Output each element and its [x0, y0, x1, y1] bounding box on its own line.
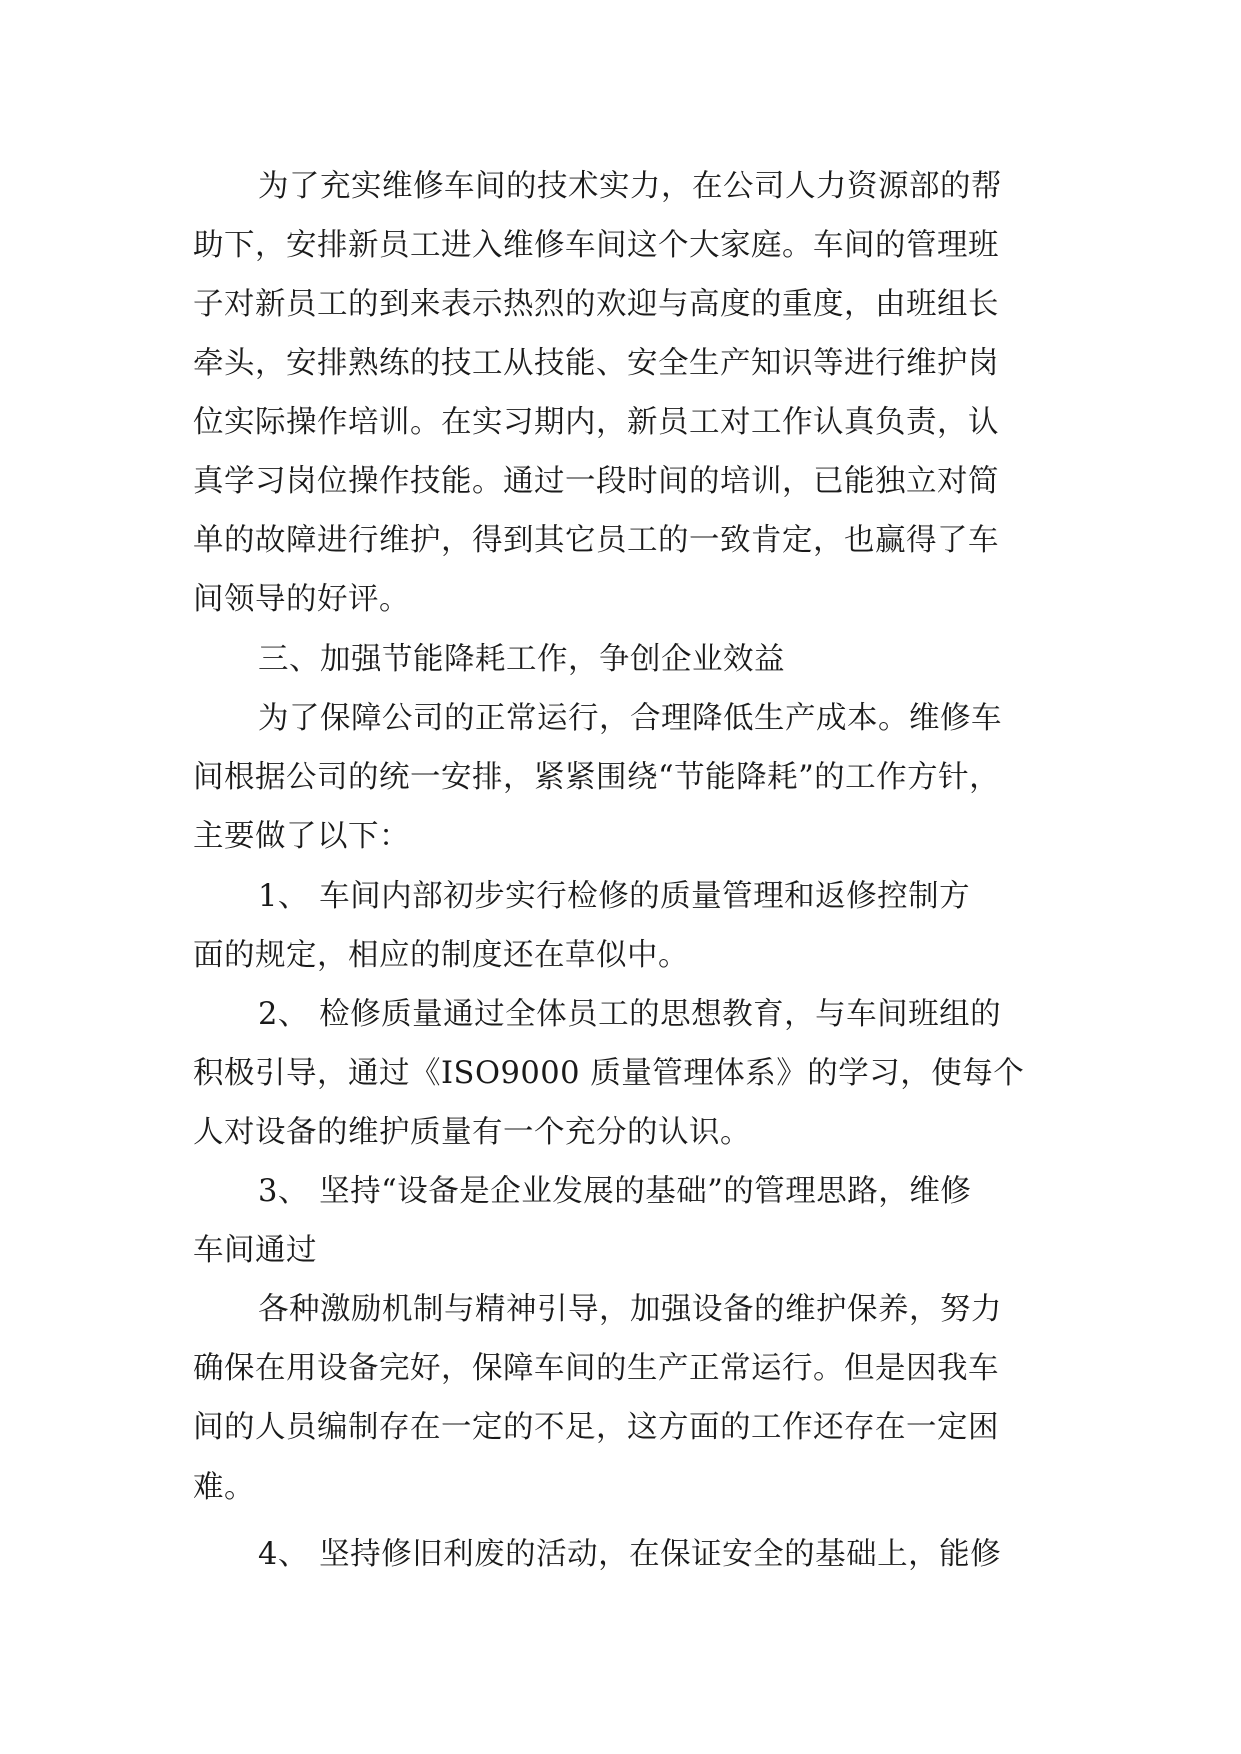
- paragraph-line: 真学习岗位操作技能。通过一段时间的培训，已能独立对简: [193, 464, 999, 499]
- section-heading: 三、加强节能降耗工作，争创企业效益: [258, 642, 785, 677]
- paragraph-line: 难。: [193, 1470, 255, 1505]
- list-item-line: 面的规定，相应的制度还在草似中。: [193, 938, 689, 973]
- paragraph-line: 各种激励机制与精神引导，加强设备的维护保养，努力: [258, 1292, 1002, 1327]
- paragraph-line: 间根据公司的统一安排，紧紧围绕“节能降耗”的工作方针，: [193, 760, 1001, 795]
- list-item-line: 车间通过: [193, 1233, 317, 1268]
- list-item-line: 积极引导，通过《ISO9000 质量管理体系》的学习，使每个: [193, 1056, 1025, 1091]
- list-item-line: 4、 坚持修旧利废的活动，在保证安全的基础上，能修: [258, 1537, 1002, 1572]
- paragraph-line: 间领导的好评。: [193, 582, 410, 617]
- paragraph-line: 为了保障公司的正常运行，合理降低生产成本。维修车: [258, 701, 1002, 736]
- paragraph-line: 助下，安排新员工进入维修车间这个大家庭。车间的管理班: [193, 228, 999, 263]
- paragraph-line: 确保在用设备完好，保障车间的生产正常运行。但是因我车: [193, 1351, 999, 1386]
- paragraph-line: 主要做了以下：: [193, 819, 410, 854]
- paragraph-line: 位实际操作培训。在实习期内，新员工对工作认真负责，认: [193, 405, 999, 440]
- paragraph-line: 牵头，安排熟练的技工从技能、安全生产知识等进行维护岗: [193, 346, 999, 381]
- paragraph-line: 子对新员工的到来表示热烈的欢迎与高度的重度，由班组长: [193, 287, 999, 322]
- list-item-line: 3、 坚持“设备是企业发展的基础”的管理思路，维修: [258, 1174, 972, 1209]
- paragraph-line: 间的人员编制存在一定的不足，这方面的工作还存在一定困: [193, 1410, 999, 1445]
- list-item-line: 人对设备的维护质量有一个充分的认识。: [193, 1115, 751, 1150]
- list-item-line: 1、 车间内部初步实行检修的质量管理和返修控制方: [258, 879, 971, 914]
- paragraph-line: 为了充实维修车间的技术实力，在公司人力资源部的帮: [258, 169, 1002, 204]
- list-item-line: 2、 检修质量通过全体员工的思想教育，与车间班组的: [258, 997, 1002, 1032]
- paragraph-line: 单的故障进行维护，得到其它员工的一致肯定，也赢得了车: [193, 523, 999, 558]
